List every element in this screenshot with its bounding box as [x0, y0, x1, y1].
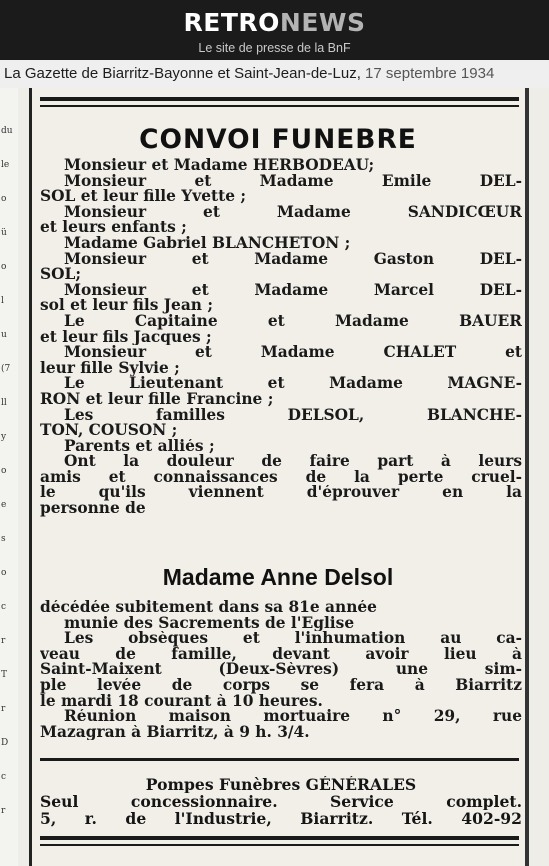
citation-text: [4, 65, 494, 82]
newspaper-scan: [0, 88, 549, 866]
notice-line: Madame Gabriel BLANCHETON ;: [64, 235, 351, 252]
notice-line: Parents et alliés ;: [64, 438, 215, 455]
citation-bar: [0, 60, 549, 88]
bottom-rule-thin: [40, 844, 519, 846]
top-rule: [40, 97, 519, 101]
notice-line: Monsieur et Madame SANDICŒUR: [64, 204, 522, 221]
fragment-text: o: [1, 262, 7, 272]
funeral-notice-column: [29, 88, 529, 866]
top-rule-thin: [40, 105, 519, 107]
ad-line-3: 5, r. de l'Industrie, Biarritz. Tél. 402-92: [40, 810, 522, 827]
deceased-name: Madame Anne Delsol: [162, 564, 394, 590]
fragment-text: c: [1, 602, 7, 612]
fragment-text: c: [1, 772, 7, 782]
notice-line: Monsieur et Madame Gaston DEL-: [64, 251, 522, 268]
fragment-text: le: [1, 160, 10, 170]
funeral-director-ad: [40, 776, 522, 827]
notice-line: ple levée de corps se fera à Biarritz: [40, 677, 522, 694]
ad-line-1: Pompes Funèbres GÉNÉRALES: [145, 776, 417, 793]
notice-line: sol et leur fils Jean ;: [40, 298, 214, 314]
logo-news: NEWS: [279, 8, 366, 37]
fragment-text: s: [1, 534, 6, 544]
notice-line: Le Lieutenant et Madame MAGNE-: [64, 376, 522, 392]
notice-line: TON, COUSON ;: [40, 423, 178, 439]
notice-line: amis et connaissances de la perte cruel-: [40, 469, 522, 486]
fragment-text: r: [1, 636, 6, 646]
notice-line: et leurs enfants ;: [40, 220, 187, 236]
adjacent-column-fragment: [0, 88, 18, 866]
fragment-text: r: [1, 806, 6, 816]
ad-line-2: Seul concessionnaire. Service complet.: [40, 793, 522, 810]
notice-line: le mardi 18 courant à 10 heures.: [40, 693, 323, 710]
funeral-details: [40, 600, 522, 740]
fragment-text: (7: [1, 364, 11, 374]
notice-line: SOL et leur fille Yvette ;: [40, 189, 247, 205]
fragment-text: ll: [1, 398, 7, 408]
notice-line: et leur fils Jacques ;: [40, 329, 212, 346]
fragment-text: ü: [1, 228, 7, 238]
publication-date: 17 septembre 1934: [365, 65, 495, 82]
fragment-text: o: [1, 568, 7, 578]
notice-line: Monsieur et Madame HERBODEAU;: [64, 158, 375, 174]
retronews-header: [0, 0, 549, 60]
notice-line: leur fille Sylvie ;: [40, 360, 180, 377]
notice-line: munie des Sacrements de l'Eglise: [64, 615, 355, 632]
fragment-text: r: [1, 704, 6, 714]
fragment-text: du: [1, 126, 13, 136]
notice-line: Monsieur et Madame Emile DEL-: [64, 173, 522, 190]
notice-line: Réunion maison mortuaire n° 29, rue: [64, 709, 522, 725]
fragment-text: D: [1, 738, 9, 748]
notice-line: Monsieur et Madame CHALET et: [64, 345, 522, 361]
fragment-text: o: [1, 194, 7, 204]
retronews-logo[interactable]: [0, 8, 549, 37]
mourners-list: [40, 158, 522, 517]
fragment-text: y: [1, 432, 7, 442]
notice-line: RON et leur fille Francine ;: [40, 391, 274, 408]
notice-line: décédée subitement dans sa 81e année: [40, 600, 377, 616]
publication-name: La Gazette de Biarritz-Bayonne et Saint-Jean-de-Luz,: [4, 65, 361, 82]
logo-retro: RETRO: [183, 8, 280, 37]
notice-line: Mazagran à Biarritz, à 9 h. 3/4.: [40, 724, 310, 741]
separator-rule: [40, 758, 519, 761]
notice-line: Les familles DELSOL, BLANCHE-: [64, 407, 522, 424]
site-tagline: Le site de presse de la BnF: [198, 41, 351, 55]
notice-title: CONVOI FUNEBRE: [139, 124, 417, 155]
fragment-text: l: [1, 296, 4, 306]
notice-line: personne de: [40, 501, 146, 517]
notice-line: Monsieur et Madame Marcel DEL-: [64, 282, 522, 299]
notice-line: le qu'ils viennent d'éprouver en la: [40, 485, 522, 502]
notice-line: Les obsèques et l'inhumation au ca-: [64, 631, 522, 647]
notice-line: Le Capitaine et Madame BAUER: [64, 313, 522, 330]
notice-line: Saint-Maixent (Deux-Sèvres) une sim-: [40, 662, 522, 678]
fragment-text: u: [1, 330, 7, 340]
notice-line: SOL;: [40, 267, 82, 283]
bottom-rule: [40, 836, 519, 840]
notice-line: veau de famille, devant avoir lieu à: [40, 646, 522, 663]
notice-line: Ont la douleur de faire part à leurs: [64, 454, 522, 470]
fragment-text: o: [1, 466, 7, 476]
fragment-text: e: [1, 500, 7, 510]
fragment-text: T: [1, 670, 8, 680]
